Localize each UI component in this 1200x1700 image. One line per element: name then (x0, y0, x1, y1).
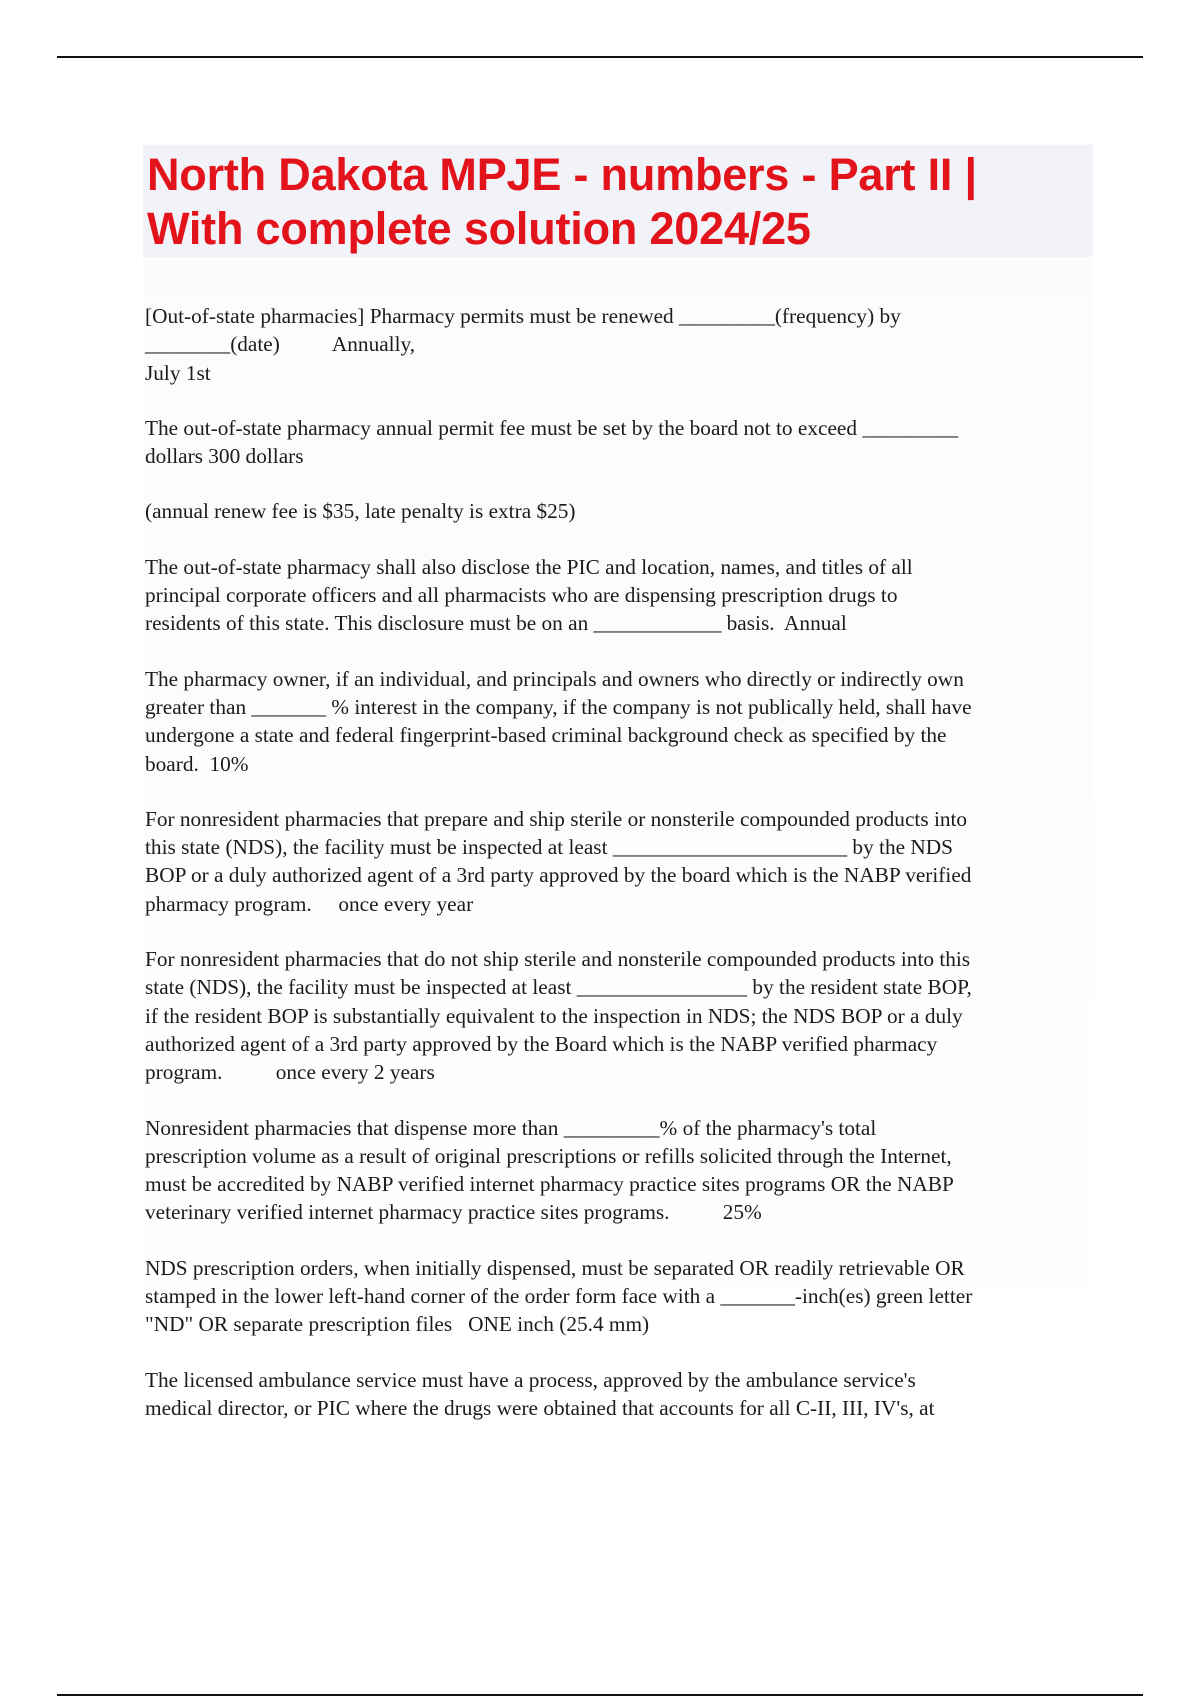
question-compounding-inspection (145, 805, 1095, 918)
text-line: [Out-of-state pharmacies] Pharmacy permits must be renewed _________(frequency) by (145, 304, 901, 328)
text-line: state (NDS), the facility must be inspected at least ________________ by the resident state BOP, (145, 975, 972, 1000)
text-line: undergone a state and federal fingerprint-based criminal background check as specified by the (145, 723, 947, 748)
question-ownership (145, 665, 1095, 778)
text-line: program. once every 2 years (145, 1060, 435, 1085)
text-line: For nonresident pharmacies that prepare and ship sterile or nonsterile compounded products into (145, 806, 968, 831)
text-line: BOP or a duly authorized agent of a 3rd party approved by the board which is the NABP verified (145, 863, 972, 888)
text-line: greater than _______ % interest in the company, if the company is not publically held, shall have (145, 694, 972, 719)
text-line: authorized agent of a 3rd party approved by the Board which is the NABP verified pharmacy (145, 1031, 938, 1056)
top-rule (57, 56, 1143, 58)
text-line: must be accredited by NABP verified internet pharmacy practice sites programs OR the NABP (145, 1172, 954, 1197)
text-line: (annual renew fee is $35, late penalty is extra $25) (145, 499, 576, 524)
question-renewal (145, 302, 1095, 387)
text-line: this state (NDS), the facility must be inspected at least ______________________ by the NDS (145, 835, 953, 860)
text-line: pharmacy program. once every year (145, 891, 474, 916)
text-line: July 1st (145, 360, 211, 385)
text-line: dollars 300 dollars (145, 444, 304, 469)
title-line: With complete solution 2024/25 (147, 203, 811, 254)
question-ambulance (145, 1366, 1095, 1423)
text-line: veterinary verified internet pharmacy practice sites programs. 25% (145, 1200, 762, 1225)
title-line: North Dakota MPJE - numbers - Part II | (147, 149, 977, 200)
text-line: ________(date) Annually, (145, 332, 416, 357)
text-line: prescription volume as a result of original prescriptions or refills solicited through the Internet, (145, 1143, 952, 1168)
question-nds-orders (145, 1254, 1095, 1339)
text-line: The out-of-state pharmacy shall also disclose the PIC and location, names, and titles of all (145, 554, 913, 579)
bottom-rule (57, 1694, 1143, 1696)
text-line: Nonresident pharmacies that dispense more than _________% of the pharmacy's total (145, 1115, 877, 1140)
text-line: board. 10% (145, 751, 249, 776)
document-title (147, 148, 1087, 256)
question-permit-fee (145, 414, 1095, 471)
text-line: "ND" OR separate prescription files ONE inch (25.4 mm) (145, 1312, 650, 1337)
question-noncompounding-inspection (145, 945, 1095, 1086)
text-line: if the resident BOP is substantially equivalent to the inspection in NDS; the NDS BOP or a duly (145, 1003, 963, 1028)
text-line: medical director, or PIC where the drugs were obtained that accounts for all C-II, III, IV's, at (145, 1395, 935, 1420)
text-line: For nonresident pharmacies that do not ship sterile and nonsterile compounded products into this (145, 947, 971, 972)
text-line: residents of this state. This disclosure must be on an ____________ basis. Annual (145, 611, 847, 636)
text-line: principal corporate officers and all pharmacists who are dispensing prescription drugs to (145, 583, 898, 608)
text-line: The licensed ambulance service must have a process, approved by the ambulance service's (145, 1367, 916, 1392)
question-internet-volume (145, 1114, 1095, 1227)
note-renew-fee (145, 497, 1095, 525)
text-line: NDS prescription orders, when initially dispensed, must be separated OR readily retrievable OR (145, 1255, 965, 1280)
text-line: The out-of-state pharmacy annual permit fee must be set by the board not to exceed _________ (145, 415, 959, 440)
question-disclosure (145, 553, 1095, 638)
text-line: The pharmacy owner, if an individual, and principals and owners who directly or indirectly own (145, 666, 964, 691)
document-body (145, 302, 1095, 1449)
text-line: stamped in the lower left-hand corner of the order form face with a _______-inch(es) green letter (145, 1284, 973, 1309)
